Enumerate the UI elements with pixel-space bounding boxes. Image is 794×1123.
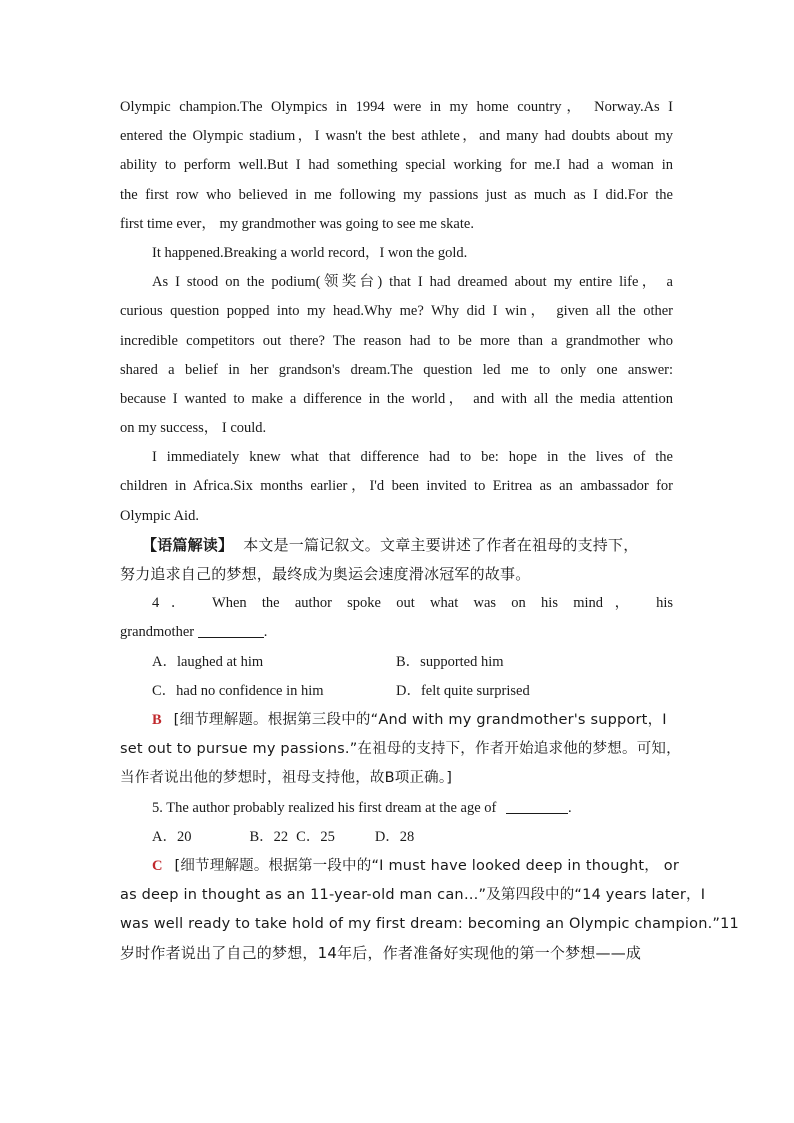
explanation-line: 当作者说出他的梦想时，祖母支持他，故B项正确。]	[120, 770, 453, 787]
analysis-label: 【语篇解读】	[142, 535, 234, 554]
options-row	[120, 648, 673, 677]
option-b: B．22	[249, 828, 289, 845]
passage-paragraph-2: It happened.Breaking a world record，I won the gold.	[152, 244, 468, 261]
text-line: incredible competitors out there? The reason had to be more than a grandmother who	[120, 332, 673, 349]
text-line: ability to perform well.But I had something special working for me.I had a woman in	[120, 157, 673, 174]
explanation-line: as deep in thought as an 11-year-old man can…”及第四段中的“14 years later，I	[120, 887, 706, 904]
question-stem: grandmother	[120, 624, 195, 641]
explanation-line: 岁时作者说出了自己的梦想，14年后，作者准备好实现他的第一个梦想——成	[120, 944, 642, 963]
answer-blank	[506, 799, 568, 814]
options-row	[120, 677, 673, 706]
text-line: As I stood on the podium(领奖台) that I had dreamed about my entire life， a	[152, 274, 673, 291]
option-a: A．20	[152, 828, 192, 845]
text-line: I immediately knew what that difference had to be: hope in the lives of the	[152, 449, 673, 466]
analysis-text: 努力追求自己的梦想，最终成为奥运会速度滑冰冠军的故事。	[120, 565, 531, 583]
passage-paragraph-4	[120, 443, 673, 531]
options-row	[120, 823, 673, 852]
text-line: Olympic Aid.	[120, 507, 199, 524]
explanation-line: set out to pursue my passions.”在祖母的支持下，作者开始追求他的梦想。可知，	[120, 741, 681, 758]
option-d: D．felt quite surprised	[396, 682, 530, 699]
text-line: curious question popped into my head.Why me? Why did I win， given all the other	[120, 303, 673, 320]
explanation-line: C [细节理解题。根据第一段中的“I must have looked deep in thought， or	[152, 857, 680, 874]
question-stem: 4． When the author spoke out what was on his mind， his	[152, 595, 673, 612]
passage-analysis	[120, 531, 673, 589]
explanation-line: was well ready to take hold of my first dream: becoming an Olympic champion.”11	[120, 916, 739, 933]
option-c: C．25	[296, 828, 335, 845]
text-line: the first row who believed in me following my passions just as much as I did.For the	[120, 186, 673, 203]
answer-blank	[198, 623, 264, 638]
text-line: shared a belief in her grandson's dream.The question led me to only one answer:	[120, 361, 673, 378]
text-line: children in Africa.Six months earlier，I'd been invited to Eritrea as an ambassador for	[120, 478, 673, 495]
question-5: 5. The author probably realized his first dream at the age of . A．20 B．22 C．25 D．28 C [细节理解题。根据第一段中的“I must have looked deep in thought， or as deep in thought as an 11-year-old man can…”及第四段中的“14 years later，I was well ready to take hold of my first dream: becoming an Olympic champion.”11 岁时作者说出了自己的梦想，14年后，作者准备好实现他的第一个梦想——成	[120, 794, 673, 969]
answer-letter: B	[152, 711, 162, 728]
option-a: A．laughed at him	[152, 653, 264, 670]
explanation-line: B [细节理解题。根据第三段中的“And with my grandmother's support，I	[152, 711, 667, 728]
text-line: because I wanted to make a difference in the world， and with all the media attention	[120, 390, 673, 407]
answer-letter: C	[152, 857, 163, 874]
text-line: on my success， I could.	[120, 420, 267, 437]
text-line: entered the Olympic stadium，I wasn't the best athlete，and many had doubts about my	[120, 128, 673, 145]
analysis-text: 本文是一篇记叙文。文章主要讲述了作者在祖母的支持下，	[243, 535, 639, 554]
document-page	[120, 93, 739, 969]
passage-paragraph-3	[120, 268, 673, 443]
question-stem: 5. The author probably realized his first dream at the age of	[152, 799, 497, 816]
question-4: 4． When the author spoke out what was on his mind， his grandmother . A．laughed at him B．supported him C．had no confidence in him D．felt quite surprised B [细节理解题。根据第三段中的“And with my grandmother's support，I set out to pursue my passions.”在祖母的支持下，作者开始追求他的梦想。可知， 当作者说出他的梦想时，祖母支持他，故B项正确。]	[120, 589, 673, 793]
text-line: first time ever， my grandmother was going to see me skate.	[120, 215, 474, 232]
option-c: C．had no confidence in him	[152, 682, 324, 699]
text-line: Olympic champion.The Olympics in 1994 were in my home country， Norway.As I	[120, 99, 673, 115]
option-d: D．28	[374, 828, 415, 845]
passage-paragraph-1	[120, 93, 673, 239]
option-b: B．supported him	[396, 653, 504, 670]
